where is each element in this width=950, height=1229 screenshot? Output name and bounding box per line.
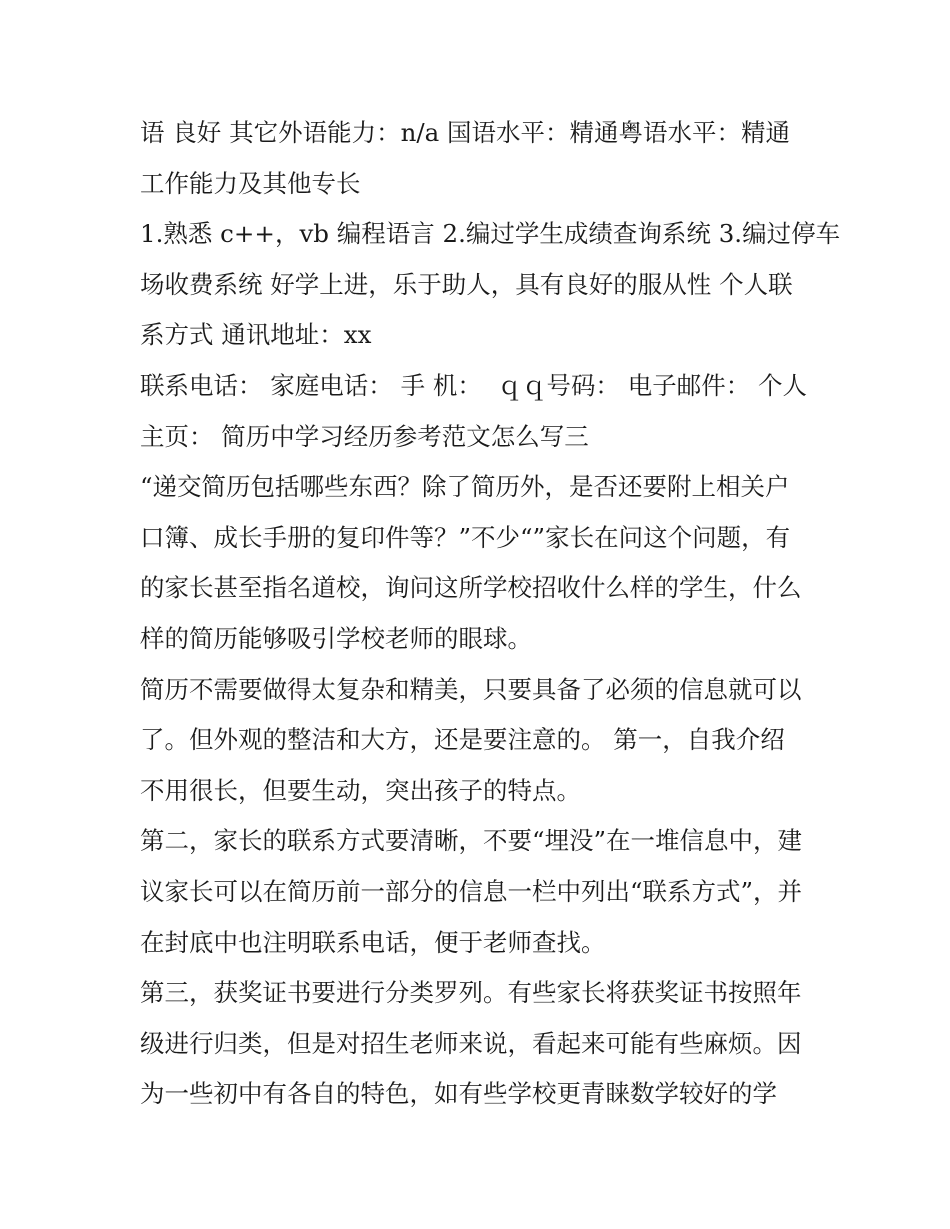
text-line: “递交简历包括哪些东西？除了简历外，是否还要附上相关户 <box>140 472 790 502</box>
document-body <box>140 108 841 1120</box>
text-line: 不用很长，但要生动，突出孩子的特点。 <box>140 775 581 805</box>
text-line: 系方式 通讯地址：xx <box>140 320 372 350</box>
text-line: 在封底中也注明联系电话，便于老师查找。 <box>140 927 606 957</box>
text-line: 场收费系统 好学上进，乐于助人，具有良好的服从性 个人联 <box>140 269 793 299</box>
text-line: 语 良好 其它外语能力：n/a 国语水平：精通粤语水平：精通 <box>140 118 791 147</box>
text-line: 了。但外观的整洁和大方，还是要注意的。 第一，自我介绍 <box>140 725 785 755</box>
text-line: 级进行归类，但是对招生老师来说，看起来可能有些麻烦。因 <box>140 1028 802 1058</box>
text-line: 的家长甚至指名道校，询问这所学校招收什么样的学生，什么 <box>140 573 802 603</box>
text-line: 议家长可以在简历前一部分的信息一栏中列出“联系方式”，并 <box>140 876 803 906</box>
text-line: 第二，家长的联系方式要清晰，不要“埋没”在一堆信息中，建 <box>140 826 803 856</box>
text-line: 为一些初中有各自的特色，如有些学校更青睐数学较好的学 <box>140 1079 777 1109</box>
text-line: 第三，获奖证书要进行分类罗列。有些家长将获奖证书按照年 <box>140 978 802 1008</box>
text-line: 1.熟悉 c++，vb 编程语言 2.编过学生成绩查询系统 3.编过停车 <box>140 219 841 249</box>
text-line: 简历不需要做得太复杂和精美，只要具备了必须的信息就可以 <box>140 674 802 704</box>
text-line: 样的简历能够吸引学校老师的眼球。 <box>140 623 532 653</box>
text-line: 主页： 简历中学习经历参考范文怎么写三 <box>140 421 589 451</box>
text-line: 联系电话： 家庭电话： 手 机： ｑｑ号码： 电子邮件： 个人 <box>140 370 808 400</box>
text-line: 口簿、成长手册的复印件等？”不少“”家长在问这个问题，有 <box>140 522 791 552</box>
text-line: 工作能力及其他专长 <box>140 168 361 198</box>
